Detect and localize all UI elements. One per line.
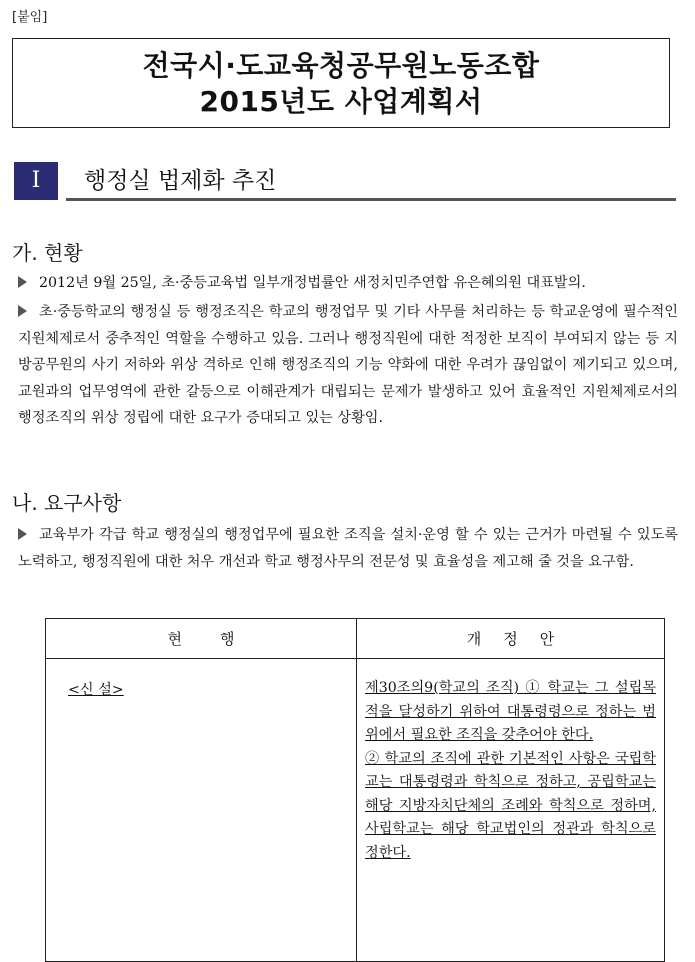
- table-cell-current: [46, 659, 357, 962]
- subsection-b-bullet1-text: 교육부가 각급 학교 행정실의 행정업무에 필요한 조직을 설치·운영 할 수 있는 근거가 마련될 수 있도록 노력하고, 행정직원에 대한 처우 개선과 학교 행정사무의 전문성 및 효율성을 제고해 줄 것을 요구함.: [18, 527, 678, 570]
- subsection-b-bullet1: [18, 522, 678, 575]
- arrow-bullet-icon: [18, 528, 27, 540]
- subsection-a-bullet2: [18, 299, 678, 432]
- section-number-badge: I: [14, 162, 58, 200]
- subsection-a-heading: 가. 현황: [12, 241, 83, 265]
- table-header-current: 현행: [46, 619, 357, 659]
- table-header-revised: 개정안: [357, 619, 665, 659]
- table-header-row: [46, 619, 665, 659]
- section-title: 행정실 법제화 추진: [84, 168, 277, 194]
- table-row: [46, 659, 665, 962]
- arrow-bullet-icon: [18, 305, 27, 317]
- new-provision-label: <신 설>: [68, 682, 124, 698]
- document-title-line2: 2015년도 사업계획서: [199, 85, 483, 118]
- comparison-table: [45, 618, 665, 962]
- revised-article-para2: ② 학교의 조직에 관한 기본적인 사항은 국립학교는 대통령령과 학칙으로 정하고, 공립학교는 해당 지방자치단체의 조례와 학칙으로 정하며, 사립학교는 해당 학교법인의 정관과 학칙으로 정한다.: [365, 750, 656, 861]
- document-title-box: [12, 38, 670, 128]
- subsection-a-bullet1-text: 2012년 9월 25일, 초·중등교육법 일부개정법률안 새정치민주연합 유은혜의원 대표발의.: [39, 275, 586, 291]
- subsection-b-heading: 나. 요구사항: [12, 491, 122, 515]
- table-cell-revised: [357, 659, 665, 962]
- subsection-a-bullet2-text: 초·중등학교의 행정실 등 행정조직은 학교의 행정업무 및 기타 사무를 처리하는 등 학교운영에 필수적인 지원체제로서 중추적인 역할을 수행하고 있음. 그러나 행정직원에 대한 적정한 보직이 부여되지 않는 등 지방공무원의 사기 저하와 위상 격하로 인해 행정조직의 기능 약화에 대한 우려가 끊임없이 제기되고 있으며, 교원과의 업무영역에 관한 갈등으로 이해관계가 대립되는 문제가 발생하고 있어 효율적인 지원체제로서의 행정조직의 위상 정립에 대한 요구가 증대되고 있는 상황임.: [18, 304, 678, 427]
- document-title-line1: 전국시·도교육청공무원노동조합: [142, 49, 540, 82]
- arrow-bullet-icon: [18, 276, 27, 288]
- attachment-label: [붙임]: [12, 10, 48, 25]
- subsection-a-bullet1: [18, 270, 678, 297]
- revised-article-para1: 제30조의9(학교의 조직) ① 학교는 그 설립목적을 달성하기 위하여 대통령령으로 정하는 범위에서 필요한 조직을 갖추어야 한다.: [365, 680, 656, 743]
- section-header: [14, 162, 676, 200]
- section-underline: [66, 198, 676, 201]
